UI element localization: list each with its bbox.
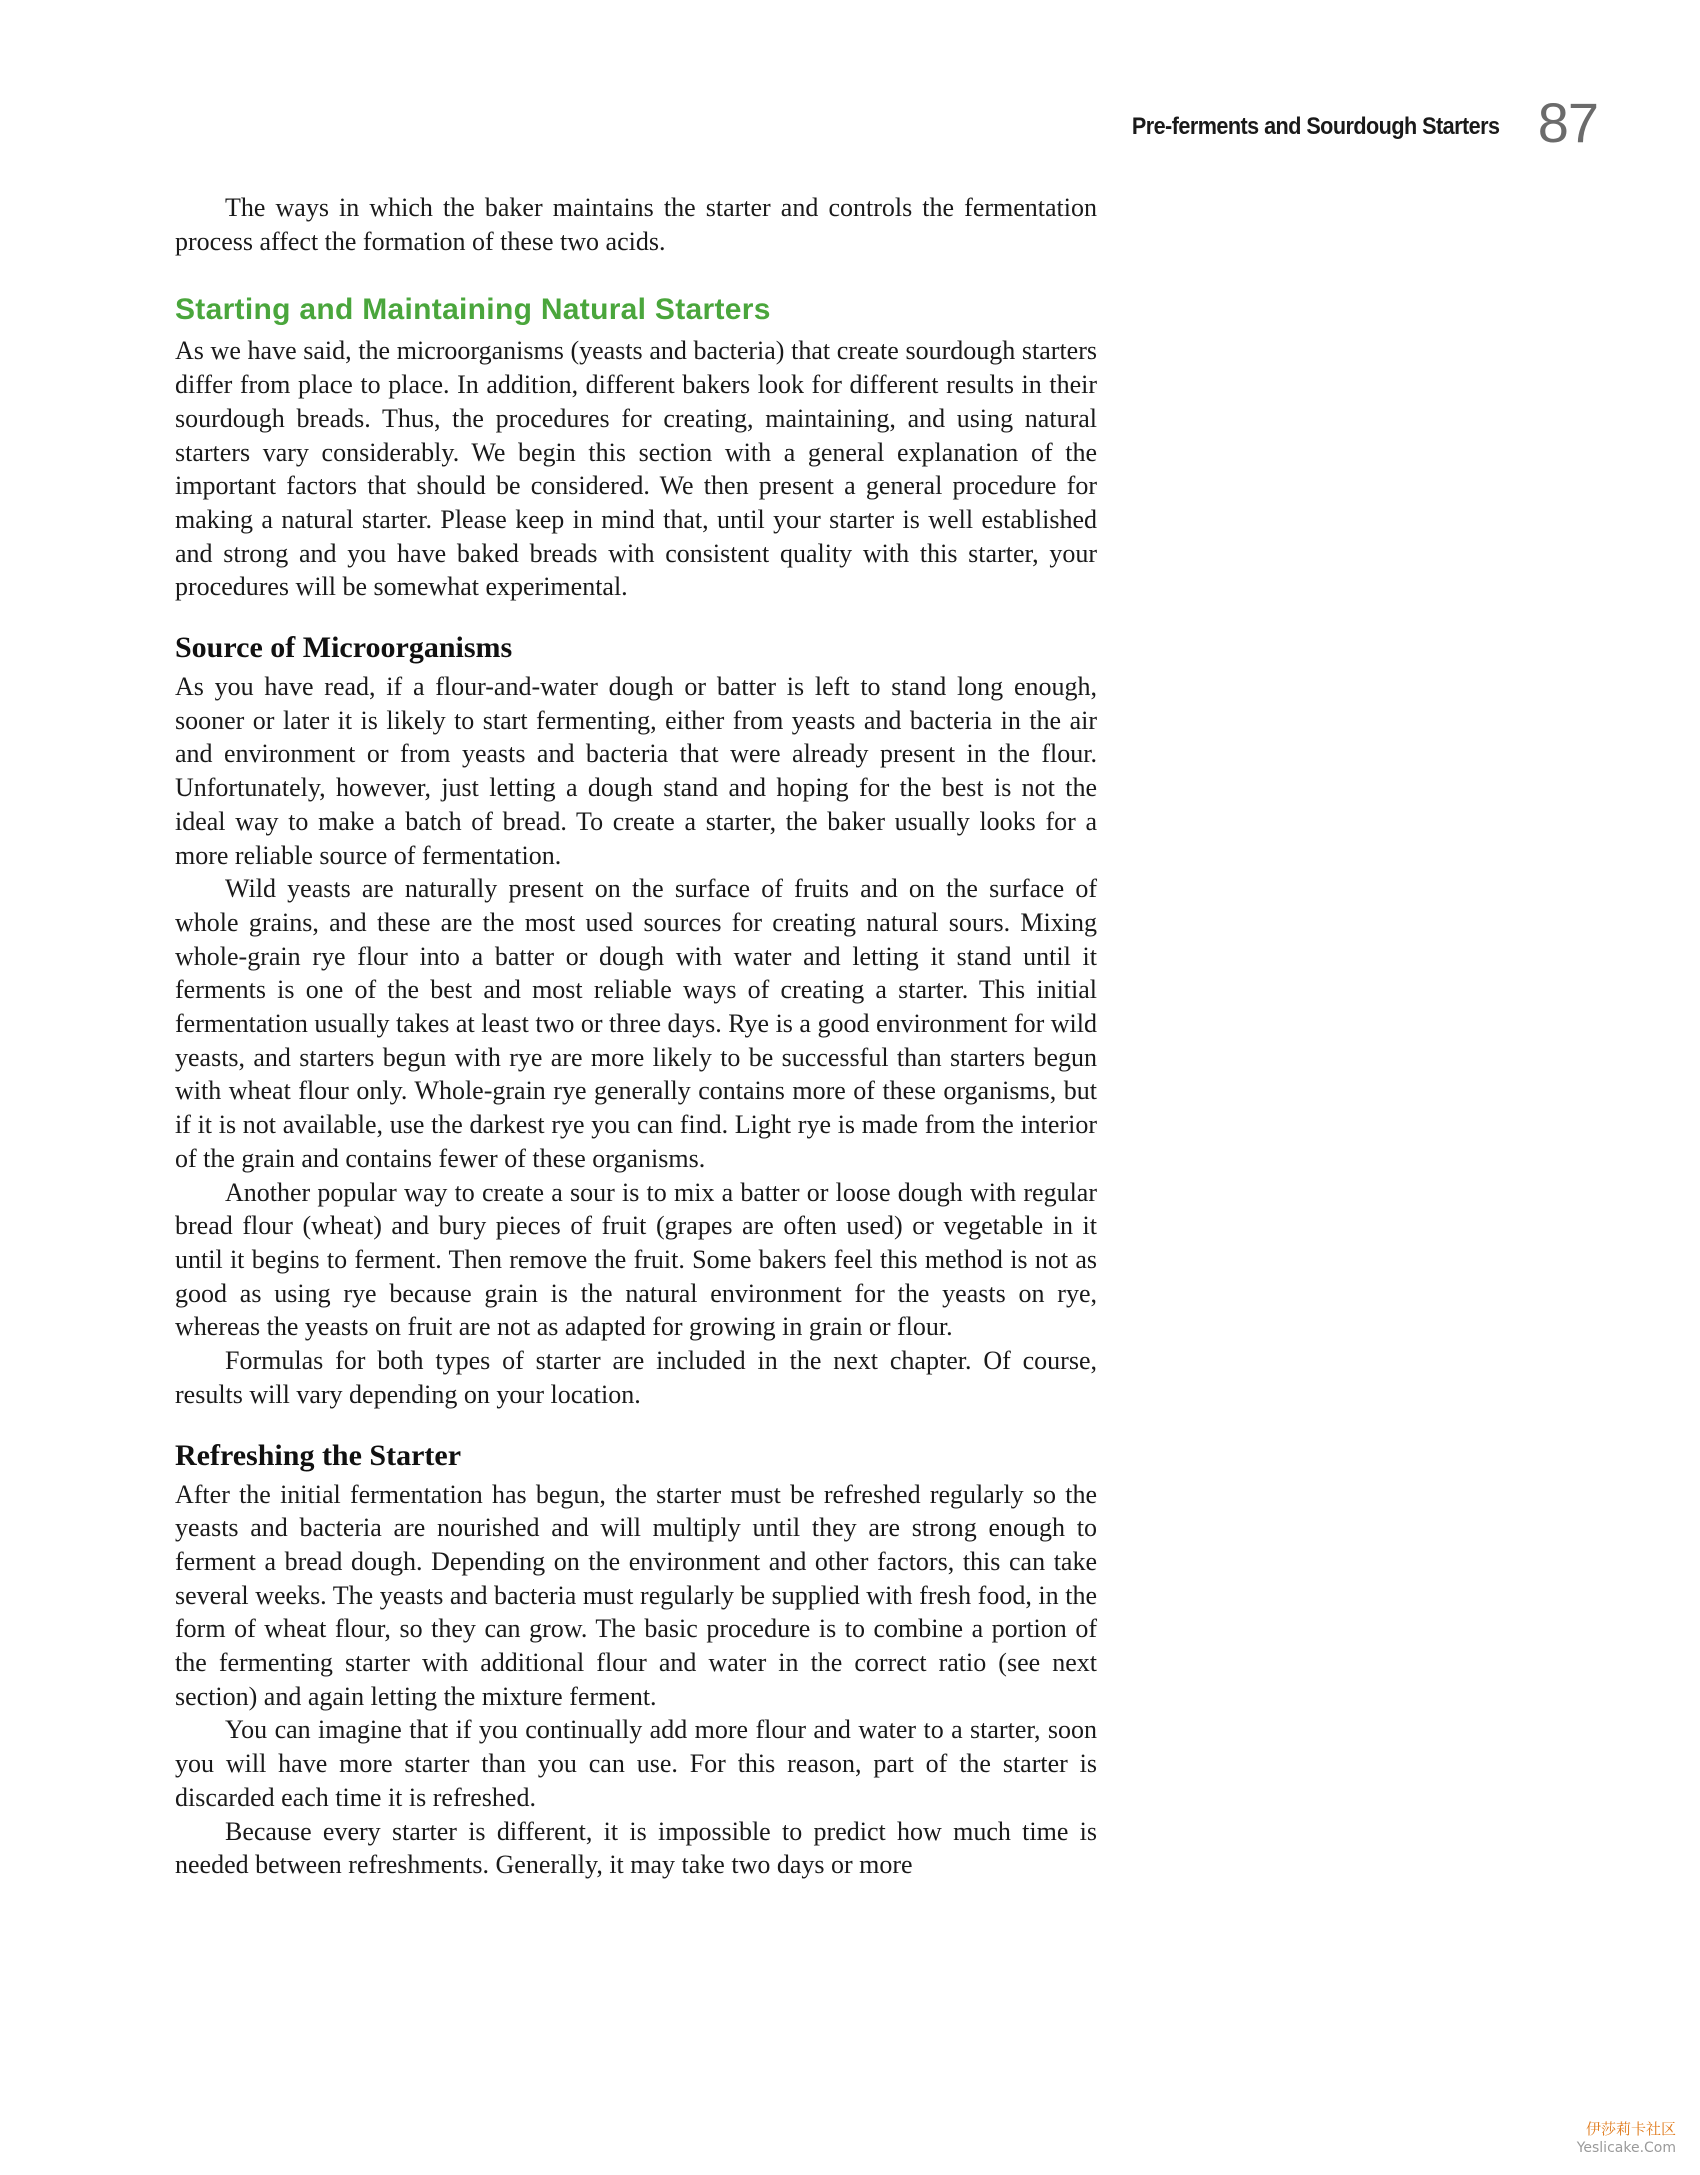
running-head (1091, 91, 1598, 154)
body-column (175, 191, 1097, 1882)
section-heading: Starting and Maintaining Natural Starters (175, 293, 771, 327)
subheading-refreshing: Refreshing the Starter (175, 1438, 462, 1472)
source-paragraph-4: Formulas for both types of starter are included in the next chapter. Of course, results will vary depending on your location. (175, 1346, 1097, 1409)
source-paragraph-2: Wild yeasts are naturally present on the surface of fruits and on the surface of whole grains, and these are the most used sources for creating natural sours. Mixing whole-grain rye flour into a batter or dough with water and letting it stand until it ferments is one of the best and most reliable ways of creating a starter. This initial fermentation usually takes at least two or three days. Rye is a good environment for wild yeasts, and starters begun with rye are more likely to be successful than starters begun with wheat flour only. Whole-grain rye generally contains more of these organisms, but if it is not available, use the darkest rye you can find. Light rye is made from the interior of the grain and contains fewer of these organisms. (175, 874, 1097, 1173)
subheading-source: Source of Microorganisms (175, 631, 513, 665)
refreshing-paragraph-1: After the initial fermentation has begun, the starter must be refreshed regularly so the yeasts and bacteria are nourished and will multiply until they are strong enough to ferment a bread dough. Depending on the environment and other factors, this can take several weeks. The yeasts and bacteria must regularly be supplied with fresh food, in the form of wheat flour, so they can grow. The basic procedure is to combine a portion of the fermenting starter with additional flour and water in the correct ratio (see next section) and again letting the mixture ferment. (175, 1479, 1097, 1711)
refreshing-paragraph-3: Because every starter is different, it is impossible to predict how much time is needed between refreshments. Generally, it may take two days or more (175, 1816, 1097, 1880)
refreshing-paragraph-2: You can imagine that if you continually add more flour and water to a starter, soon you will have more starter than you can use. For this reason, part of the starter is discarded each time it is refreshed. (175, 1715, 1097, 1812)
running-title: Pre-ferments and Sourdough Starters (1132, 113, 1500, 140)
page-number: 87 (1537, 91, 1598, 154)
intro-paragraph: The ways in which the baker maintains the starter and controls the fermentation process affect the formation of these two acids. (175, 193, 1097, 256)
watermark-en: Yeslicake.Com (1576, 2140, 1676, 2156)
source-paragraph-1: As you have read, if a flour-and-water dough or batter is left to stand long enough, sooner or later it is likely to start fermenting, either from yeasts and bacteria in the air and environment or from yeasts and bacteria that were already present in the flour. Unfortunately, however, just letting a dough stand and hoping for the best is not the ideal way to make a batch of bread. To create a starter, the baker usually looks for a more reliable source of fermentation. (175, 672, 1097, 870)
site-watermark (1577, 2119, 1676, 2157)
source-paragraph-3: Another popular way to create a sour is to mix a batter or loose dough with regular bread flour (wheat) and bury pieces of fruit (grapes are often used) or vegetable in it until it begins to ferment. Then remove the fruit. Some bakers feel this method is not as good as using rye because grain is the natural environment for the yeasts on rye, whereas the yeasts on fruit are not as adapted for growing in grain or flour. (175, 1177, 1097, 1342)
watermark-cn: 伊莎莉卡社区 (1585, 2120, 1676, 2138)
section-paragraph: As we have said, the microorganisms (yeasts and bacteria) that create sourdough starters differ from place to place. In addition, different bakers look for different results in their sourdough breads. Thus, the procedures for creating, maintaining, and using natural starters vary considerably. We begin this section with a general explanation of the important factors that should be considered. We then present a general procedure for making a natural starter. Please keep in mind that, until your starter is well established and strong and you have baked breads with consistent quality with this starter, your procedures will be somewhat experimental. (175, 336, 1097, 602)
